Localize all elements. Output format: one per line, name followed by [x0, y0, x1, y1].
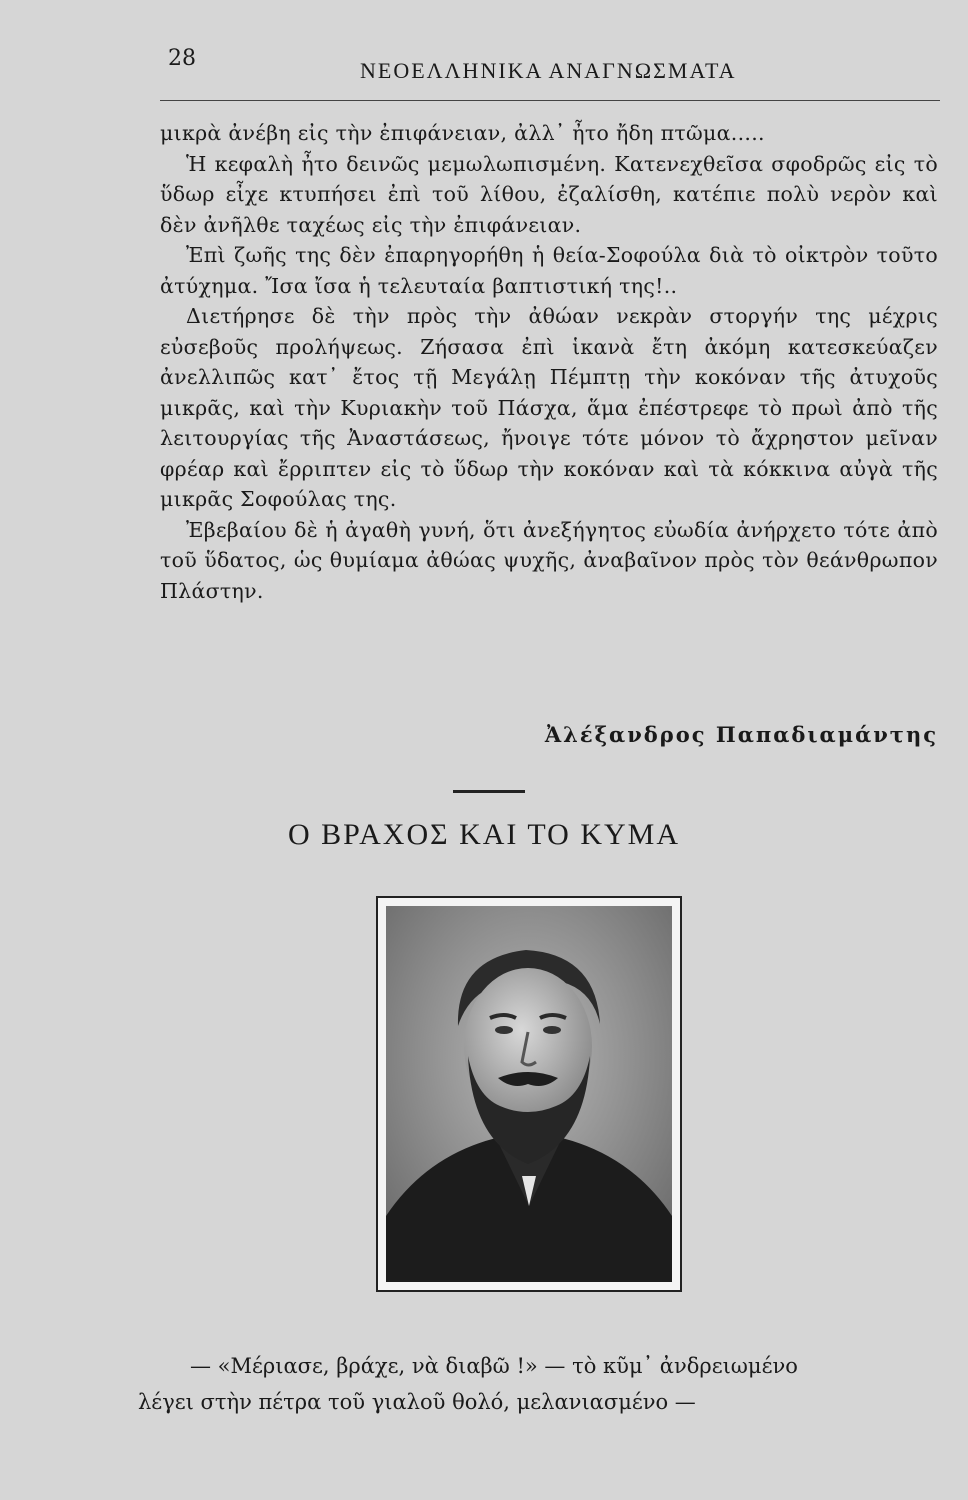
page-header: [160, 40, 940, 101]
author-portrait-image: [386, 906, 672, 1282]
poem-line: λέγει στὴν πέτρα τοῦ γιαλοῦ θολό, μελανιασμένο —: [138, 1390, 696, 1414]
paragraph: Ἡ κεφαλὴ ἦτο δεινῶς μεμωλωπισμένη. Κατενεχθεῖσα σφοδρῶς εἰς τὸ ὕδωρ εἶχε κτυπήσει ἐπὶ τοῦ λίθου, ἐζαλίσθη, κατέπιε πολὺ νερὸν καὶ δὲν ἀνῆλθε ταχέως εἰς τὴν ἐπιφάνειαν.: [160, 151, 938, 237]
author-portrait-frame: [376, 896, 682, 1292]
running-title: ΝΕΟΕΛΛΗΝΙΚΑ ΑΝΑΓΝΩΣΜΑΤΑ: [360, 58, 737, 83]
poem-line: — «Μέριασε, βράχε, νὰ διαβῶ !» — τὸ κῦμ᾿ ἀνδρειωμένο: [190, 1354, 798, 1378]
section-divider: [453, 790, 525, 793]
paragraph: Ἐπὶ ζωῆς της δὲν ἐπαρηγορήθη ἡ θεία-Σοφούλα διὰ τὸ οἰκτρὸν τοῦτο ἀτύχημα. Ἴσα ἴσα ἡ τελευταία βαπτιστική της!..: [160, 243, 938, 298]
article-body: [160, 118, 938, 606]
poem-title: Ο ΒΡΑΧΟΣ ΚΑΙ ΤΟ ΚΥΜΑ: [288, 818, 680, 851]
paragraph: μικρὰ ἀνέβη εἰς τὴν ἐπιφάνειαν, ἀλλ᾿ ἦτο ἤδη πτῶμα.....: [160, 121, 765, 145]
author-signature: Ἀλέξανδρος Παπαδιαμάντης: [544, 722, 938, 747]
poem-text: [138, 1348, 938, 1420]
paragraph: Ἐβεβαίου δὲ ἡ ἀγαθὴ γυνή, ὅτι ἀνεξήγητος εὐωδία ἀνήρχετο τότε ἀπὸ τοῦ ὕδατος, ὡς θυμίαμα ἀθώας ψυχῆς, ἀναβαῖνον πρὸς τὸν θεάνθρωπον Πλάστην.: [160, 517, 938, 603]
paragraph: Διετήρησε δὲ τὴν πρὸς τὴν ἀθώαν νεκρὰν στοργήν της μέχρις εὐσεβοῦς προλήψεως. Ζήσασα ἐπὶ ἱκανὰ ἔτη ἀκόμη κατεσκεύαζεν ἀνελλιπῶς κατ᾿ ἔτος τῇ Μεγάλῃ Πέμπτῃ τὴν κοκόναν τῆς ἀτυχοῦς μικρᾶς, καὶ τὴν Κυριακὴν τοῦ Πάσχα, ἅμα ἐπέστρεφε τὸ πρωὶ ἀπὸ τῆς λειτουργίας τῆς Ἀναστάσεως, ἤνοιγε τότε μόνον τὸ ἄχρηστον μεῖναν φρέαρ καὶ ἔρριπτεν εἰς τὸ ὕδωρ τὴν κοκόναν καὶ τὰ κόκκινα αὐγὰ τῆς μικρᾶς Σοφούλας της.: [160, 304, 938, 511]
page-number: 28: [168, 46, 196, 71]
